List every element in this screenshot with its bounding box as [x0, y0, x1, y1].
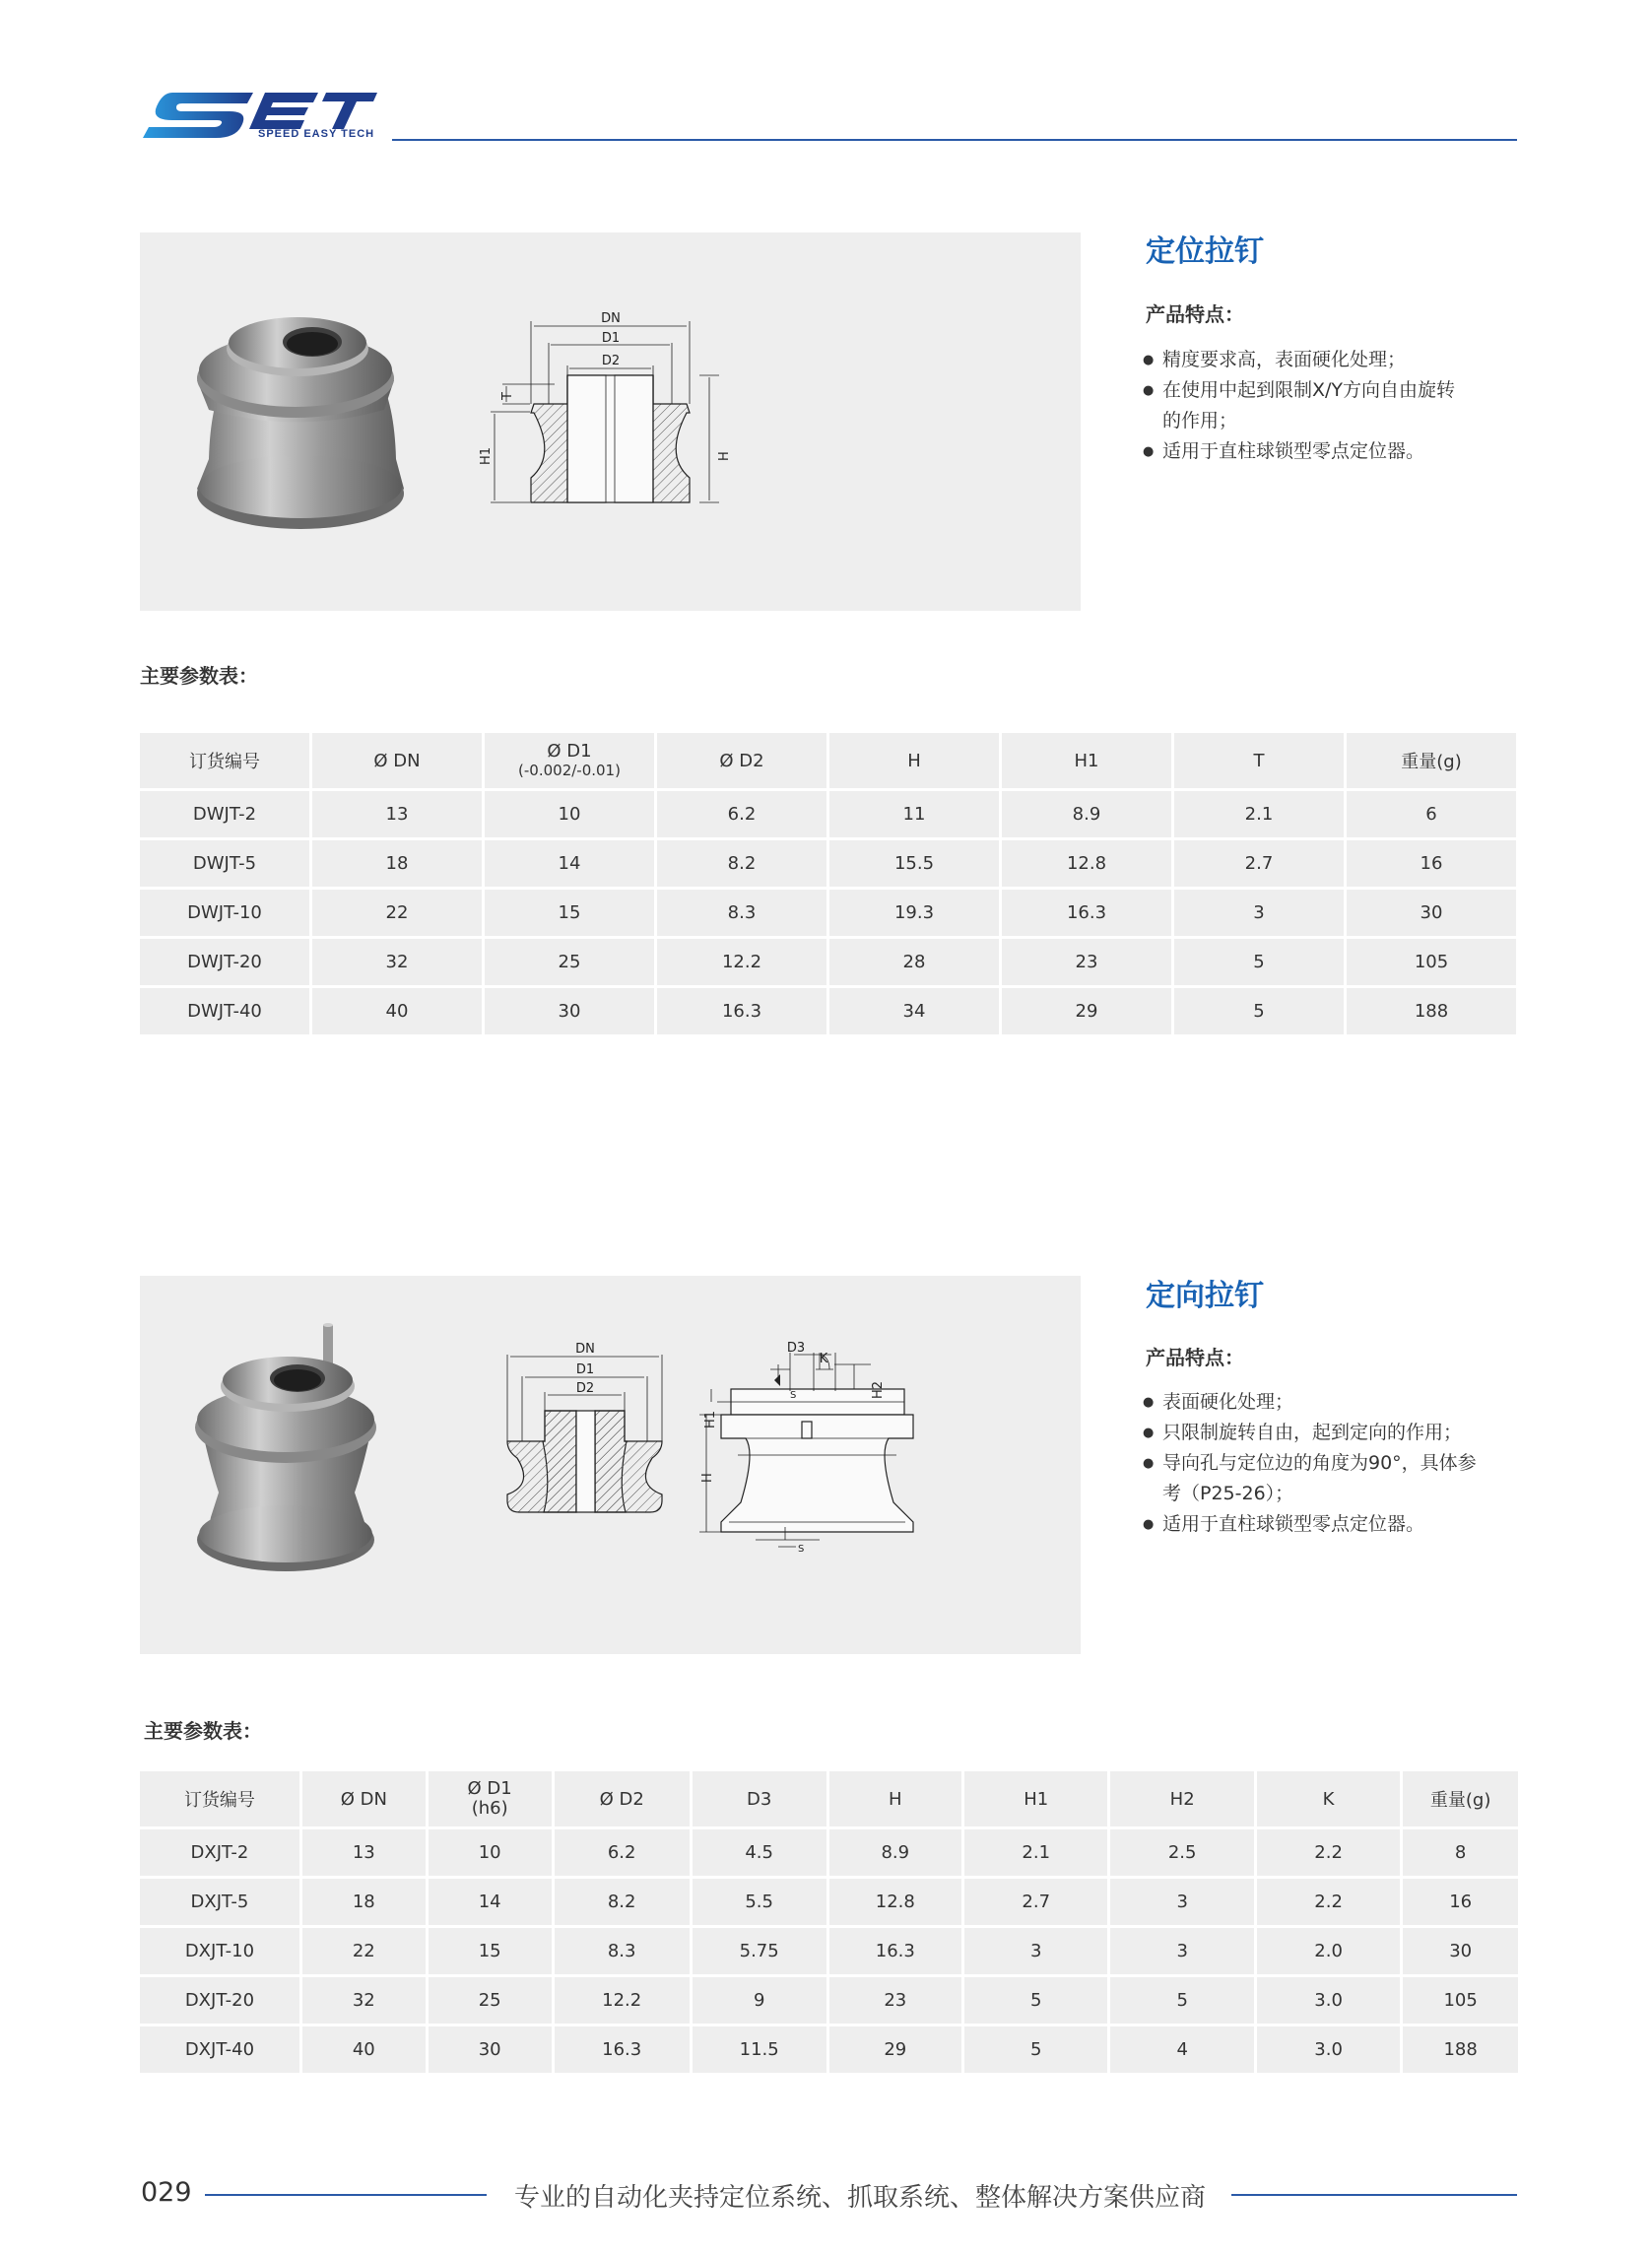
table-cell: 3.0: [1257, 2026, 1400, 2073]
dwjt-spec-table: [137, 730, 1519, 1037]
header-cell-tolerance: (h6): [471, 1798, 508, 1819]
feature-item: ● 精度要求高，表面硬化处理；: [1143, 345, 1517, 375]
table-cell: 11.5: [693, 2026, 826, 2073]
section2-feature-list: [1143, 1387, 1517, 1540]
header-cell: 重量(g): [1347, 733, 1516, 788]
table-cell: 16: [1347, 840, 1516, 887]
table-cell: 10: [485, 791, 654, 837]
table-cell: 8.3: [657, 890, 826, 936]
table-cell: 13: [302, 1829, 426, 1876]
table-cell: 2.5: [1110, 1829, 1253, 1876]
table-cell: 18: [312, 840, 482, 887]
table-cell: 5.75: [693, 1928, 826, 1974]
feature-item: ● 只限制旋转自由，起到定向的作用；: [1143, 1418, 1517, 1448]
table-cell: 5: [964, 2026, 1107, 2073]
table-cell: 3: [1174, 890, 1344, 936]
table-cell: 2.2: [1257, 1829, 1400, 1876]
dxjt-illustration: [140, 1276, 1081, 1654]
header-cell: 重量(g): [1403, 1771, 1518, 1826]
dim-label-dn: DN: [575, 1342, 595, 1357]
header-cell: H2: [1110, 1771, 1253, 1826]
dim-label-h1: H1: [479, 446, 494, 465]
table-cell: 2.7: [1174, 840, 1344, 887]
dim-label-d2: D2: [601, 354, 621, 368]
order-number-cell: DXJT-40: [140, 2026, 299, 2073]
table-cell: 3: [1110, 1879, 1253, 1925]
header-cell: H: [829, 733, 999, 788]
footer-divider-right: [1231, 2194, 1517, 2196]
table-cell: 105: [1347, 939, 1516, 985]
table-cell: 40: [312, 988, 482, 1034]
table-cell: 5: [964, 1977, 1107, 2024]
order-number-cell: DWJT-2: [140, 791, 309, 837]
table-cell: 15.5: [829, 840, 999, 887]
section1-features-title: 产品特点：: [1146, 302, 1244, 326]
table-cell: 15: [485, 890, 654, 936]
table-cell: 14: [429, 1879, 552, 1925]
dwjt-section-drawing: [491, 321, 719, 502]
feature-item: ● 适用于直柱球锁型零点定位器。: [1143, 436, 1517, 467]
header-cell: H1: [964, 1771, 1107, 1826]
table-cell: 12.2: [657, 939, 826, 985]
table-cell: 11: [829, 791, 999, 837]
table-cell: 3: [964, 1928, 1107, 1974]
dxjt-spec-table: [137, 1768, 1521, 2076]
dim-label-d3: D3: [786, 1341, 806, 1356]
table-cell: 2.1: [964, 1829, 1107, 1876]
order-number-cell: DWJT-20: [140, 939, 309, 985]
table-cell: 8.3: [555, 1928, 690, 1974]
table-cell: 2.0: [1257, 1928, 1400, 1974]
dim-label-s-top: S: [790, 1390, 797, 1401]
footer-slogan: 专业的自动化夹持定位系统、抓取系统、整体解决方案供应商: [514, 2183, 1207, 2213]
section1-title: 定位拉钉: [1146, 234, 1264, 269]
header-cell: Ø D2: [555, 1771, 690, 1826]
table-row: [140, 791, 1516, 837]
page-number: 029: [141, 2177, 192, 2208]
section1-table-title: 主要参数表：: [140, 664, 258, 688]
table-cell: 105: [1403, 1977, 1518, 2024]
table-cell: 12.8: [829, 1879, 961, 1925]
table-row: [140, 939, 1516, 985]
table-cell: 5: [1174, 939, 1344, 985]
table-cell: 25: [485, 939, 654, 985]
header-cell-tolerance: (-0.002/-0.01): [518, 762, 621, 779]
table-cell: 16: [1403, 1879, 1518, 1925]
dxjt-product-photo: [195, 1323, 376, 1571]
table-cell: 16.3: [1002, 890, 1171, 936]
table-cell: 8.9: [1002, 791, 1171, 837]
header-cell-label: Ø D1: [547, 741, 592, 762]
header-cell: D3: [693, 1771, 826, 1826]
order-number-cell: DXJT-5: [140, 1879, 299, 1925]
table-cell: 3.0: [1257, 1977, 1400, 2024]
footer-divider-left: [205, 2194, 487, 2196]
table-row: [140, 840, 1516, 887]
dwjt-table-body: [140, 791, 1516, 1034]
table-cell: 30: [1403, 1928, 1518, 1974]
dim-label-h2: H2: [871, 1380, 886, 1399]
order-number-cell: DWJT-40: [140, 988, 309, 1034]
table-cell: 22: [312, 890, 482, 936]
table-cell: 16.3: [657, 988, 826, 1034]
table-cell: 8: [1403, 1829, 1518, 1876]
table-cell: 18: [302, 1879, 426, 1925]
table-cell: 188: [1347, 988, 1516, 1034]
header-cell: 订货编号: [140, 1771, 299, 1826]
dxjt-table-body: [140, 1829, 1518, 2073]
table-row: [140, 1879, 1518, 1925]
dim-label-k: K: [819, 1352, 828, 1366]
table-cell: 2.7: [964, 1879, 1107, 1925]
table-cell: 28: [829, 939, 999, 985]
header-cell: Ø DN: [312, 733, 482, 788]
table-cell: 29: [1002, 988, 1171, 1034]
header-divider: [392, 139, 1517, 141]
dim-label-h: H: [717, 451, 732, 461]
table-cell: 30: [485, 988, 654, 1034]
table-cell: 30: [1347, 890, 1516, 936]
product-panel-dxjt: [140, 1276, 1081, 1654]
table-cell: 8.2: [657, 840, 826, 887]
table-cell: 32: [302, 1977, 426, 2024]
table-cell: 5: [1110, 1977, 1253, 2024]
order-number-cell: DXJT-2: [140, 1829, 299, 1876]
order-number-cell: DWJT-5: [140, 840, 309, 887]
table-cell: 23: [1002, 939, 1171, 985]
table-cell: 3: [1110, 1928, 1253, 1974]
header-cell: [429, 1771, 552, 1826]
dxjt-section-drawing: [507, 1353, 913, 1547]
table-row: [140, 890, 1516, 936]
table-row: [140, 1977, 1518, 2024]
table-cell: 32: [312, 939, 482, 985]
dwjt-product-photo: [197, 317, 404, 529]
table-cell: 8.9: [829, 1829, 961, 1876]
logo-tagline: SPEED EASY TECH: [258, 128, 375, 140]
table-cell: 2.1: [1174, 791, 1344, 837]
table-cell: 12.8: [1002, 840, 1171, 887]
table-cell: 8.2: [555, 1879, 690, 1925]
dim-label-d1: D1: [601, 331, 621, 346]
table-cell: 25: [429, 1977, 552, 2024]
feature-item: ● 适用于直柱球锁型零点定位器。: [1143, 1509, 1517, 1540]
section2-table-title: 主要参数表：: [144, 1719, 262, 1743]
order-number-cell: DXJT-10: [140, 1928, 299, 1974]
table-cell: 4.5: [693, 1829, 826, 1876]
table-cell: 12.2: [555, 1977, 690, 2024]
table-cell: 4: [1110, 2026, 1253, 2073]
table-cell: 23: [829, 1977, 961, 2024]
table-cell: 40: [302, 2026, 426, 2073]
table-cell: 5.5: [693, 1879, 826, 1925]
product-panel-dwjt: [140, 232, 1081, 611]
table-cell: 10: [429, 1829, 552, 1876]
table-cell: 22: [302, 1928, 426, 1974]
feature-item: ● 表面硬化处理；: [1143, 1387, 1517, 1418]
table-cell: 6: [1347, 791, 1516, 837]
header-cell: Ø D2: [657, 733, 826, 788]
order-number-cell: DXJT-20: [140, 1977, 299, 2024]
table-cell: 29: [829, 2026, 961, 2073]
dim-label-d1: D1: [575, 1362, 595, 1377]
order-number-cell: DWJT-10: [140, 890, 309, 936]
table-cell: 188: [1403, 2026, 1518, 2073]
feature-item: ● 在使用中起到限制X/Y方向自由旋转的作用；: [1143, 375, 1458, 436]
section2-title: 定向拉钉: [1146, 1279, 1264, 1313]
feature-item: ● 导向孔与定位边的角度为90°，具体参考（P25-26）；: [1143, 1448, 1483, 1509]
table-cell: 6.2: [555, 1829, 690, 1876]
dim-label-t: T: [500, 392, 515, 400]
table-row: [140, 1829, 1518, 1876]
dim-label-d2: D2: [575, 1381, 595, 1396]
header-cell-label: Ø D1: [467, 1778, 512, 1799]
table-cell: 13: [312, 791, 482, 837]
section2-features-title: 产品特点：: [1146, 1346, 1244, 1369]
table-cell: 6.2: [657, 791, 826, 837]
section1-feature-list: [1143, 345, 1517, 467]
header-cell: H: [829, 1771, 961, 1826]
table-cell: 15: [429, 1928, 552, 1974]
table-cell: 19.3: [829, 890, 999, 936]
dim-label-s-bottom: S: [798, 1544, 805, 1555]
table-cell: 30: [429, 2026, 552, 2073]
header-cell: T: [1174, 733, 1344, 788]
table-cell: 16.3: [555, 2026, 690, 2073]
table-header-row: [140, 733, 1516, 788]
table-cell: 5: [1174, 988, 1344, 1034]
table-row: [140, 2026, 1518, 2073]
header-cell: [485, 733, 654, 788]
table-cell: 34: [829, 988, 999, 1034]
header-cell: 订货编号: [140, 733, 309, 788]
dim-label-h1: H1: [703, 1410, 718, 1428]
table-row: [140, 988, 1516, 1034]
table-header-row: [140, 1771, 1518, 1826]
table-cell: 9: [693, 1977, 826, 2024]
header-cell: K: [1257, 1771, 1400, 1826]
table-cell: 2.2: [1257, 1879, 1400, 1925]
table-cell: 14: [485, 840, 654, 887]
dwjt-illustration: [140, 232, 1081, 611]
dim-label-dn: DN: [601, 311, 621, 326]
dim-label-h: H: [700, 1473, 715, 1483]
header-cell: Ø DN: [302, 1771, 426, 1826]
header-cell: H1: [1002, 733, 1171, 788]
table-row: [140, 1928, 1518, 1974]
table-cell: 16.3: [829, 1928, 961, 1974]
